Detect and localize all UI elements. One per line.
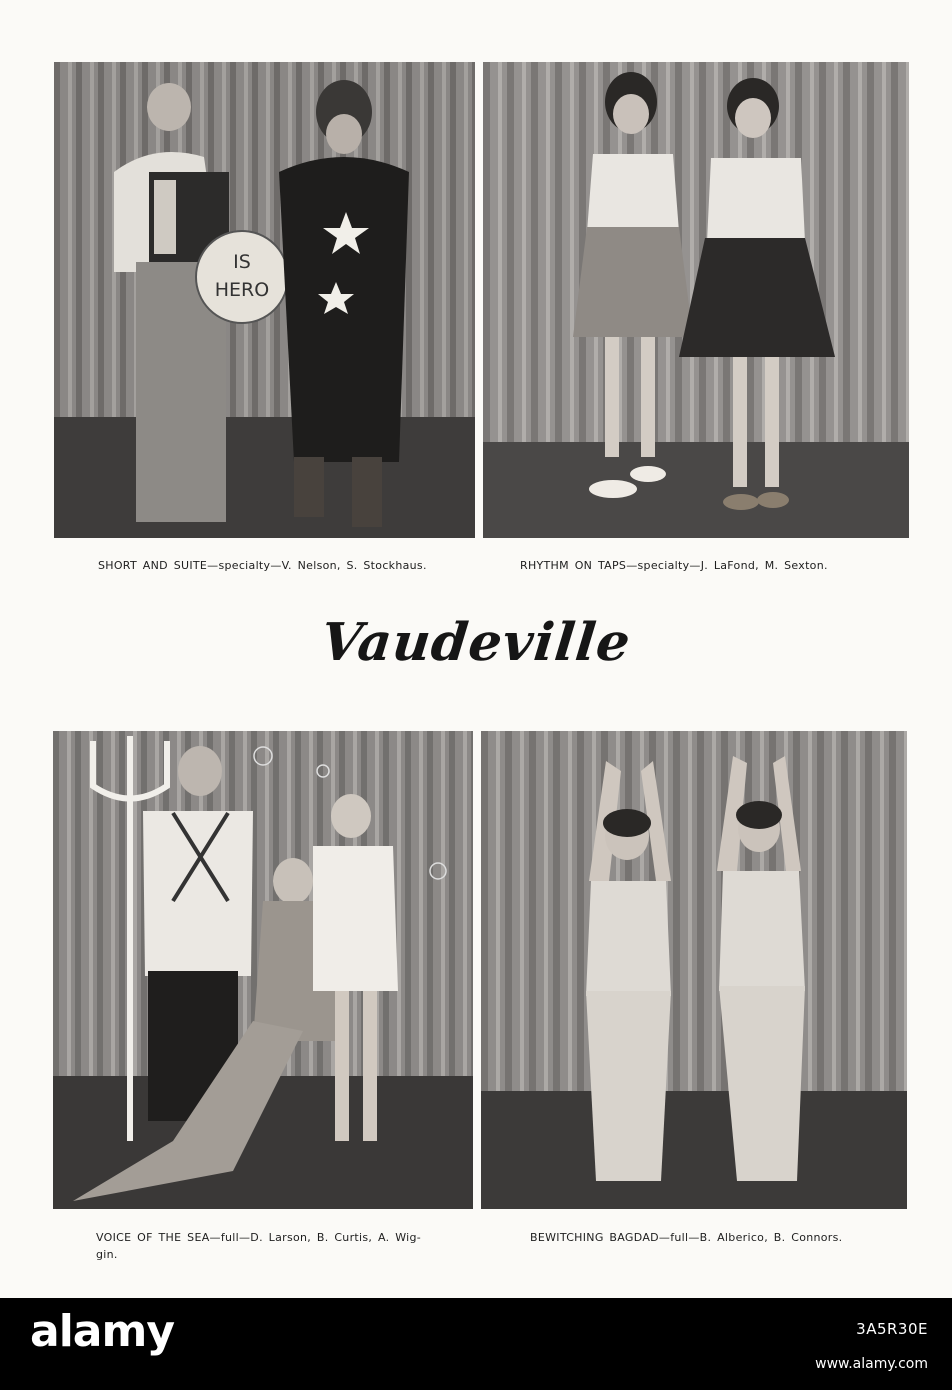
photo-short-and-suite bbox=[54, 62, 475, 538]
caption-short-and-suite: SHORT AND SUITE—specialty—V. Nelson, S. Stockhaus. bbox=[98, 559, 427, 572]
photo-bewitching-bagdad-image bbox=[481, 731, 907, 1209]
photo-voice-of-the-sea bbox=[53, 731, 473, 1209]
image-id: 3A5R30E bbox=[856, 1320, 928, 1338]
caption-voice-of-the-sea: VOICE OF THE SEA—full—D. Larson, B. Curtis, A. Wig-gin. bbox=[96, 1231, 422, 1261]
caption-bewitching-bagdad: BEWITCHING BAGDAD—full—B. Alberico, B. Connors. bbox=[530, 1231, 843, 1244]
sign-line-2: HERO bbox=[214, 279, 270, 301]
photo-bewitching-bagdad bbox=[481, 731, 907, 1209]
page-title: Vaudeville bbox=[318, 612, 634, 673]
caption-rhythm-on-taps: RHYTHM ON TAPS—specialty—J. LaFond, M. Sexton. bbox=[520, 559, 828, 572]
site-url[interactable]: www.alamy.com bbox=[815, 1356, 928, 1372]
photo-voice-of-the-sea-image bbox=[53, 731, 473, 1209]
alamy-logo: alamy bbox=[30, 1306, 174, 1357]
photo-rhythm-on-taps-image bbox=[483, 62, 909, 538]
photo-short-and-suite-image bbox=[54, 62, 475, 538]
sign-line-1: IS bbox=[233, 251, 251, 273]
photo-rhythm-on-taps bbox=[483, 62, 909, 538]
